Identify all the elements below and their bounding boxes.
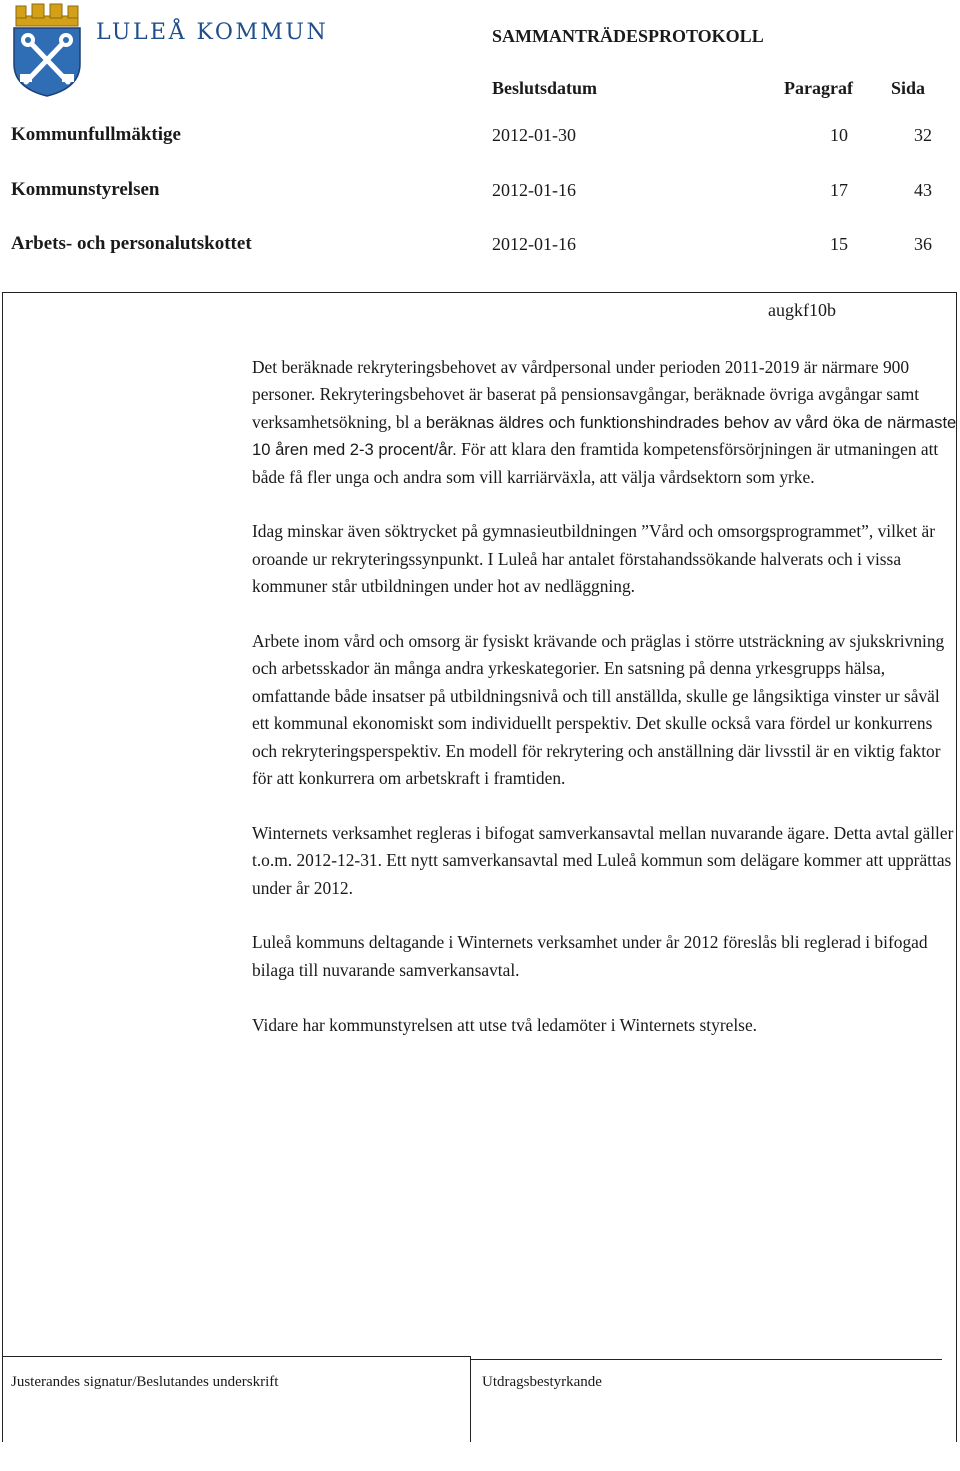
footer-divider bbox=[2, 1356, 470, 1357]
meeting-page: 32 bbox=[914, 125, 932, 145]
meeting-paragraph: 17 bbox=[830, 180, 848, 200]
meeting-body: Kommunfullmäktige bbox=[11, 124, 181, 145]
footer-divider bbox=[470, 1359, 942, 1360]
reference-code: augkf10b bbox=[768, 300, 836, 320]
paragraph-text: För att klara den framtida kompetensförsörjningen är utmaningen att både få fler unga och andra som vill karriärväxla, att välja vårdsektorn som yrke. bbox=[252, 439, 939, 487]
paragraph bbox=[252, 354, 958, 491]
meeting-page: 36 bbox=[914, 234, 932, 254]
luleå-coat-of-arms-logo bbox=[8, 2, 86, 98]
meeting-date: 2012-01-16 bbox=[492, 234, 576, 254]
column-header-page: Sida bbox=[891, 78, 926, 98]
paragraph: Vidare har kommunstyrelsen att utse två ledamöter i Winternets styrelse. bbox=[252, 1014, 758, 1035]
paragraph: Winternets verksamhet regleras i bifogat samverkansavtal mellan nuvarande ägare. Detta avtal gäller t.o.m. 2012-12-31. Ett nytt samverkansavtal med Luleå kommun som delägare kommer att upprättas under år 2012. bbox=[252, 822, 954, 898]
extract-label: Utdragsbestyrkande bbox=[482, 1374, 602, 1390]
meeting-page: 43 bbox=[914, 180, 932, 200]
signature-label: Justerandes signatur/Beslutandes underskrift bbox=[11, 1374, 279, 1390]
document-body bbox=[252, 354, 958, 1066]
meeting-body: Kommunstyrelsen bbox=[11, 179, 160, 200]
paragraph-text: beräknas äldres och funktionshindrades behov av vård öka de närmaste 10 åren med 2-3 procent/år. bbox=[252, 412, 957, 460]
paragraph: Luleå kommuns deltagande i Winternets verksamhet under år 2012 föreslås bli reglerad i bifogad bilaga till nuvarande samverkansavtal. bbox=[252, 932, 928, 980]
meeting-body: Arbets- och personalutskottet bbox=[11, 233, 252, 254]
paragraph: Arbete inom vård och omsorg är fysiskt krävande och präglas i större utsträckning av sjukskrivning och arbetsskador än många andra yrkeskategorier. En satsning på denna yrkesgrupps hälsa, omfattande både insatser på utbildningsnivå och till anställda, skulle ge långsiktiga vinster ur såväl ett kommunal ekonomiskt som individuellt perspektiv. Det skulle också vara fördel ur konkurrens och rekryteringsperspektiv. En modell för rekrytering och anställning där livsstil är en viktig faktor för att konkurrera om arbetskraft i framtiden. bbox=[252, 631, 945, 789]
paragraph-text: Det beräknade rekryteringsbehovet av vårdpersonal under perioden 2011-2019 är närmare 900 personer. Rekryteringsbehovet är baserat på pensionsavgångar, beräknade övriga avgångar samt verksamhetsökning, bl a bbox=[252, 357, 920, 432]
meeting-date: 2012-01-16 bbox=[492, 180, 576, 200]
meeting-date: 2012-01-30 bbox=[492, 125, 576, 145]
meeting-paragraph: 10 bbox=[830, 125, 848, 145]
paragraph: Idag minskar även söktrycket på gymnasieutbildningen ”Vård och omsorgsprogrammet”, vilket är oroande ur rekryteringssynpunkt. I Luleå har antalet förstahandssökande halverats och i vissa kommuner står utbildningen under hot av nedläggning. bbox=[252, 521, 936, 597]
org-name: LULEÅ KOMMUN bbox=[96, 20, 329, 45]
footer-separator bbox=[470, 1356, 471, 1442]
document-type: SAMMANTRÄDESPROTOKOLL bbox=[492, 26, 764, 46]
column-header-paragraph: Paragraf bbox=[784, 78, 853, 98]
column-header-date: Beslutsdatum bbox=[492, 78, 598, 98]
meeting-paragraph: 15 bbox=[830, 234, 848, 254]
